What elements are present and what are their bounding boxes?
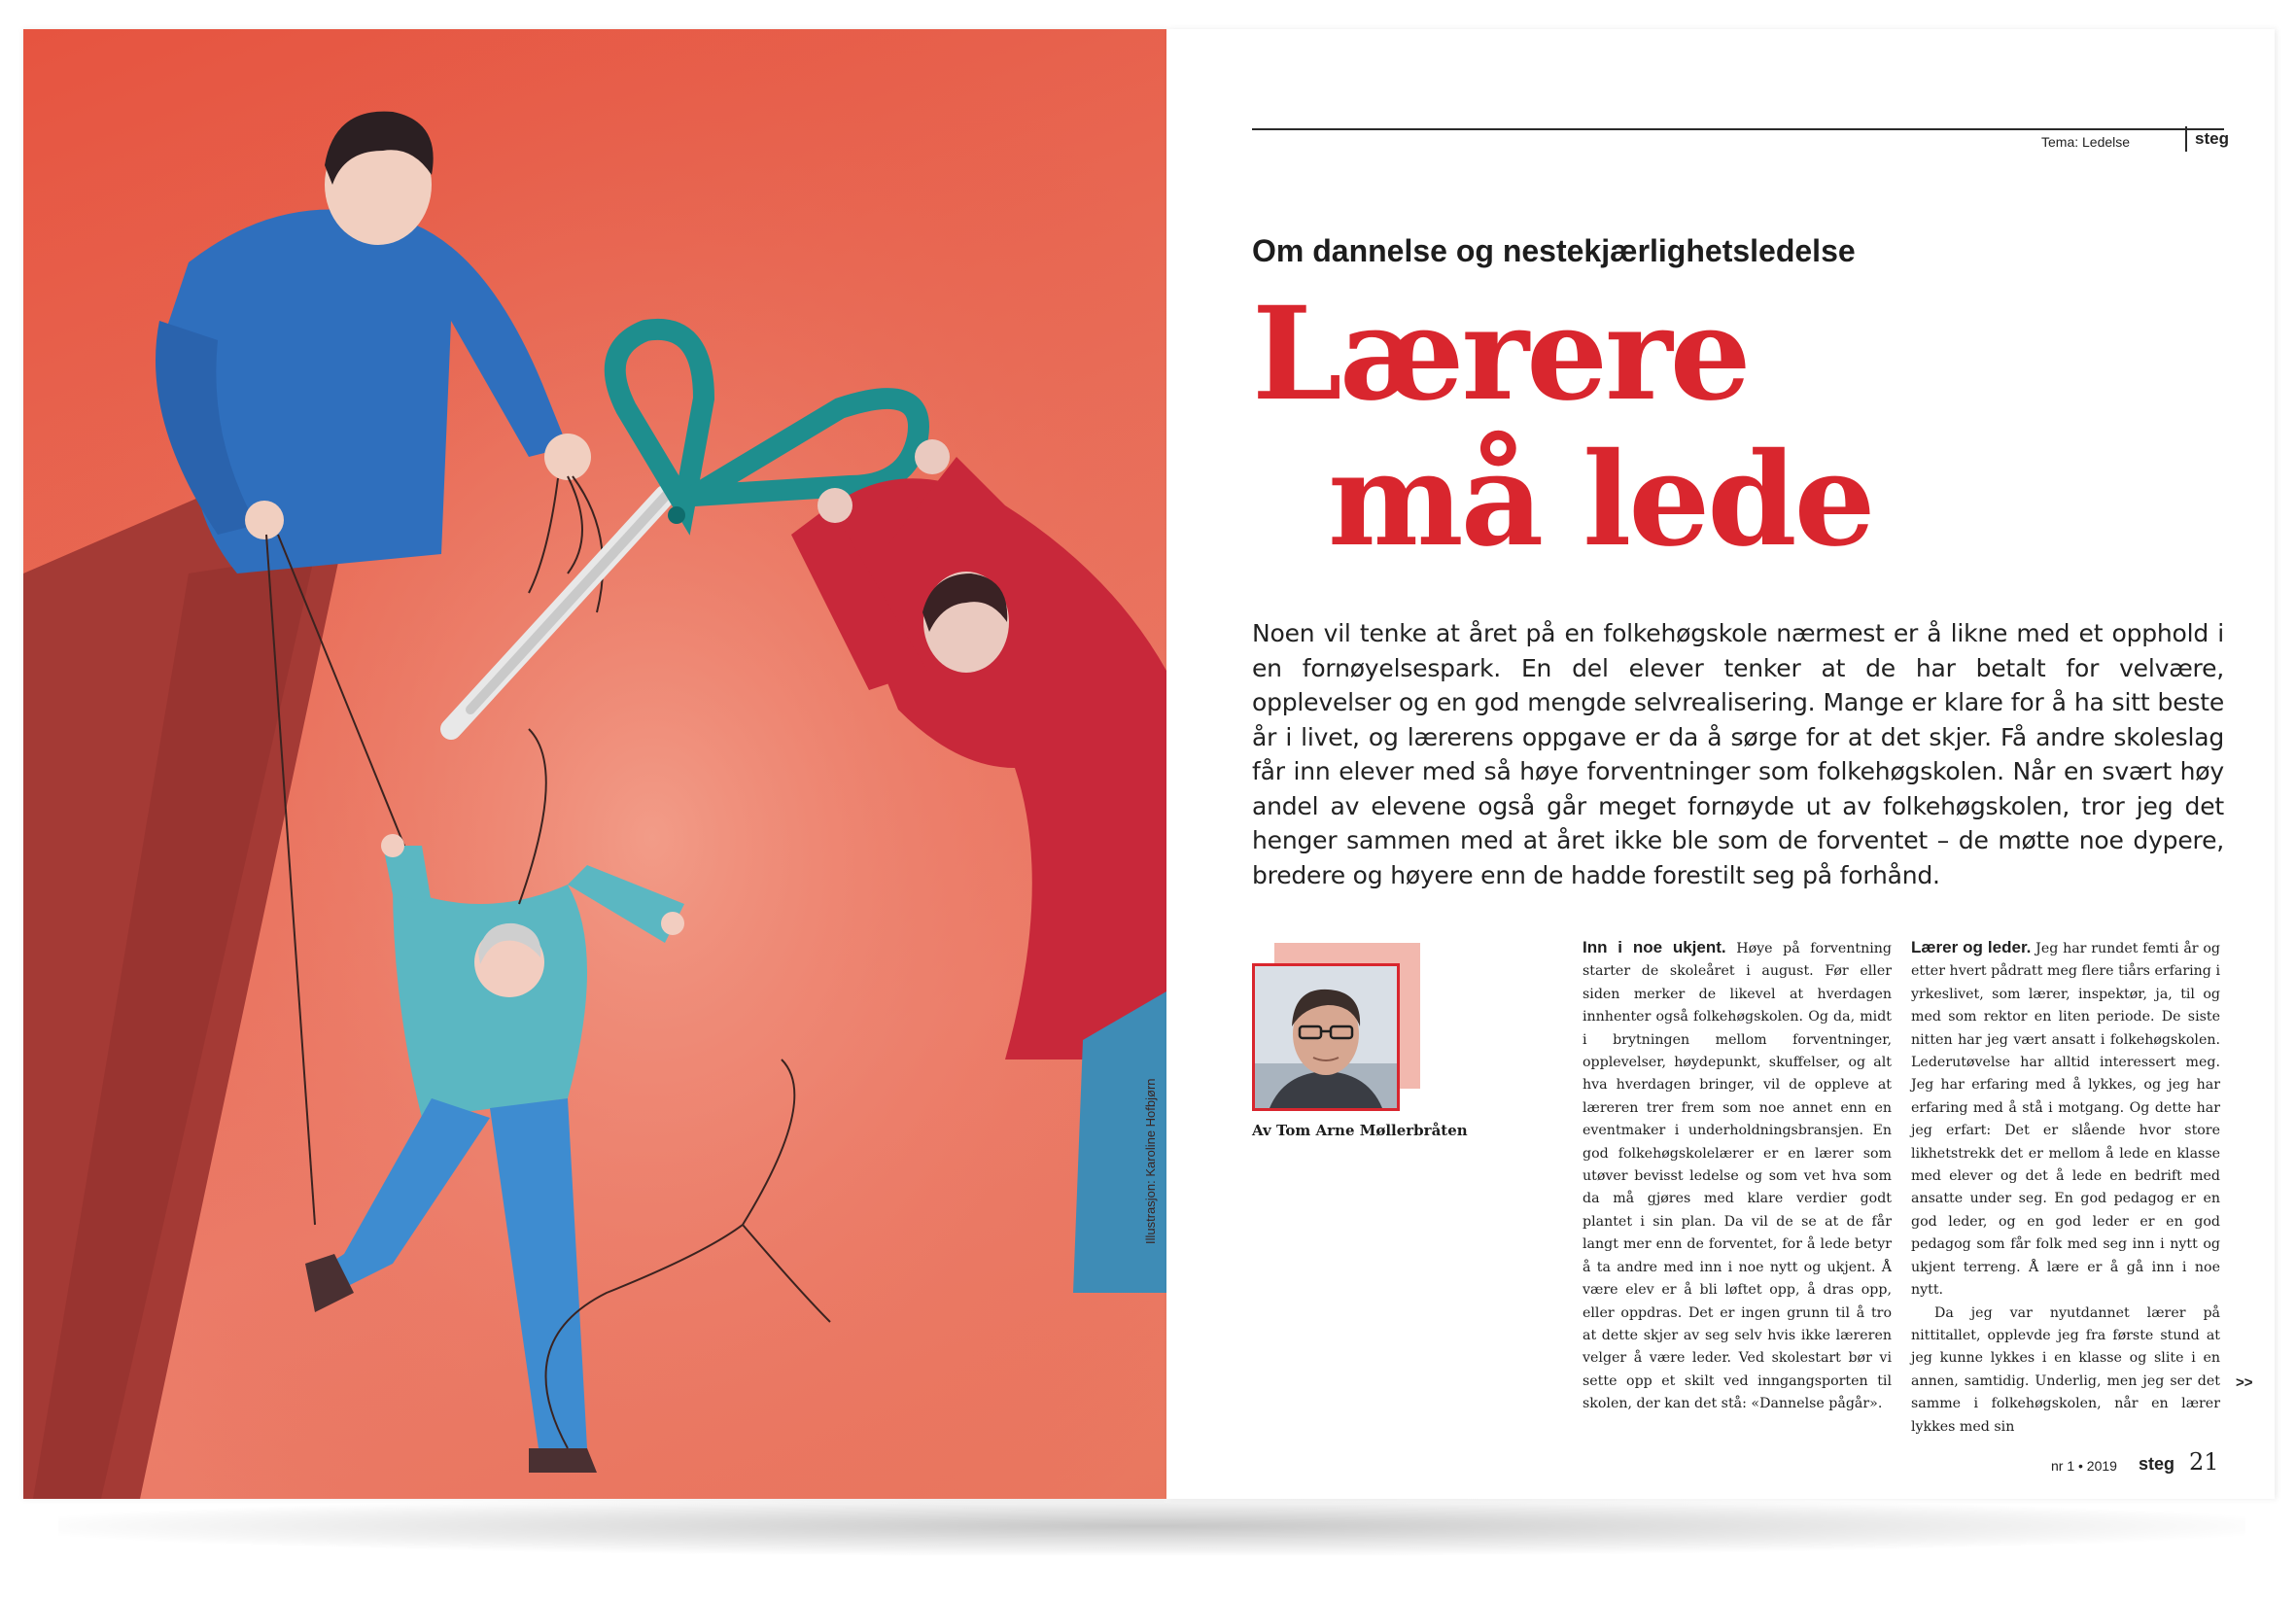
- article-column-2: [1911, 936, 2220, 1439]
- author-portrait: [1252, 963, 1400, 1111]
- section-topic: Tema: Ledelse: [2041, 134, 2131, 150]
- title-line-2: må lede: [1328, 425, 1873, 575]
- page-shadow: [58, 1497, 2245, 1555]
- article-lead: Noen vil tenke at året på en folkehøgskole nærmest er å likne med et opphold i en fornøyelsespark. En del elever tenker at de har betalt for velvære, opplevelser og en god mengde selvrealisering. Mange er klare for å ha sitt beste år i livet, og lærerens oppgave er da å sørge for at det skjer. Få andre skoleslag får inn elever med så høye forventninger som folkehøgskolen. Når en svært høy andel av elevene også går meget fornøyde ut av folkehøgskolen, tror jeg det henger sammen med at året ikke ble som de forventet – de møtte noe dypere, bredere og høyere enn de hadde forestilt seg på forhånd.: [1252, 619, 2224, 889]
- column-1-text: Høye på forventning starter de skoleåret i august. Før eller siden merker de likevel at hverdagen innhenter også folkehøgskolen. Og da, midt i brytningen mellom forventninger, opplevelser, høydepunkt, skuffelser, og alt hva hverdagen bringer, vil de oppleve at læreren trer frem som noe annet enn en eventmaker i underholdningsbransjen. En god folkehøgskolelærer er en lærer som utøver bevisst ledelse og som vet hva som da må gjøres med klare verdier godt plantet i sin plan. Da vil de se at de får langt mer enn de forventet, for å lede betyr å ta andre med inn i noe nytt og ukjent. Å være elev er å bli løftet opp, å dras opp, eller oppdras. Det er ingen grunn til å tro at dette skjer av seg selv hvis ikke læreren velger å være leder. Ved skolestart bør vi sette opp et skilt ved inngangsporten til skolen, der kan det stå: «Dannelse pågår».: [1583, 941, 1892, 1412]
- column-2-text-1: Jeg har rundet femti år og etter hvert pådratt meg flere tiårs erfaring i yrkeslivet, som lærer, inspektør, ja, til og med som rektor en liten periode. De siste nitten har jeg vært ansatt i folkehøgskolen. Lederutøvelse har alltid interessert meg. Jeg har erfaring med å lykkes, og jeg har erfaring med å stå i motgang. Og dette har jeg erfart: Det er slående hvor store likhetstrekk det er mellom å lede en klasse med elever og det å lede en bedrift med ansatte under seg. En god pedagog er en god leder, og en god leder er en god pedagog som får folk med seg inn i nytt og ukjent terreng. Å lære er å gå inn i noe nytt.: [1911, 941, 2220, 1299]
- illustration-image: [23, 29, 1166, 1499]
- left-page-illustration: [23, 29, 1166, 1499]
- title-line-1: Lærere: [1252, 279, 1749, 430]
- author-byline: Av Tom Arne Møllerbråten: [1252, 1122, 1468, 1139]
- subheading-inn-i-noe-ukjent: Inn i noe ukjent.: [1583, 938, 1726, 956]
- footer-brand: steg: [2139, 1454, 2175, 1474]
- article-title: [1252, 279, 1873, 575]
- magazine-brand-header: steg: [2185, 126, 2229, 152]
- header-rule: [1252, 128, 2224, 130]
- footer-issue: nr 1 • 2019: [2051, 1458, 2117, 1474]
- article-kicker: Om dannelse og nestekjærlighetsledelse: [1252, 233, 1856, 268]
- right-page-article: [1166, 29, 2275, 1499]
- subheading-laerer-og-leder: Lærer og leder.: [1911, 938, 2032, 956]
- illustration-credit: Illustrasjon: Karoline Hofbjørn: [1143, 1078, 1158, 1244]
- continue-marker: >>: [2236, 1374, 2253, 1391]
- article-column-1: [1583, 936, 1892, 1416]
- column-2-text-2: Da jeg var nyutdannet lærer på nittitallet, opplevde jeg fra første stund at jeg kunne lykkes i en klasse og slite i en annen, samtidig. Underlig, men jeg ser det samme i folkehøgskolen, når en lærer lykkes med sin: [1911, 1304, 2220, 1435]
- page-number: 21: [2189, 1448, 2219, 1476]
